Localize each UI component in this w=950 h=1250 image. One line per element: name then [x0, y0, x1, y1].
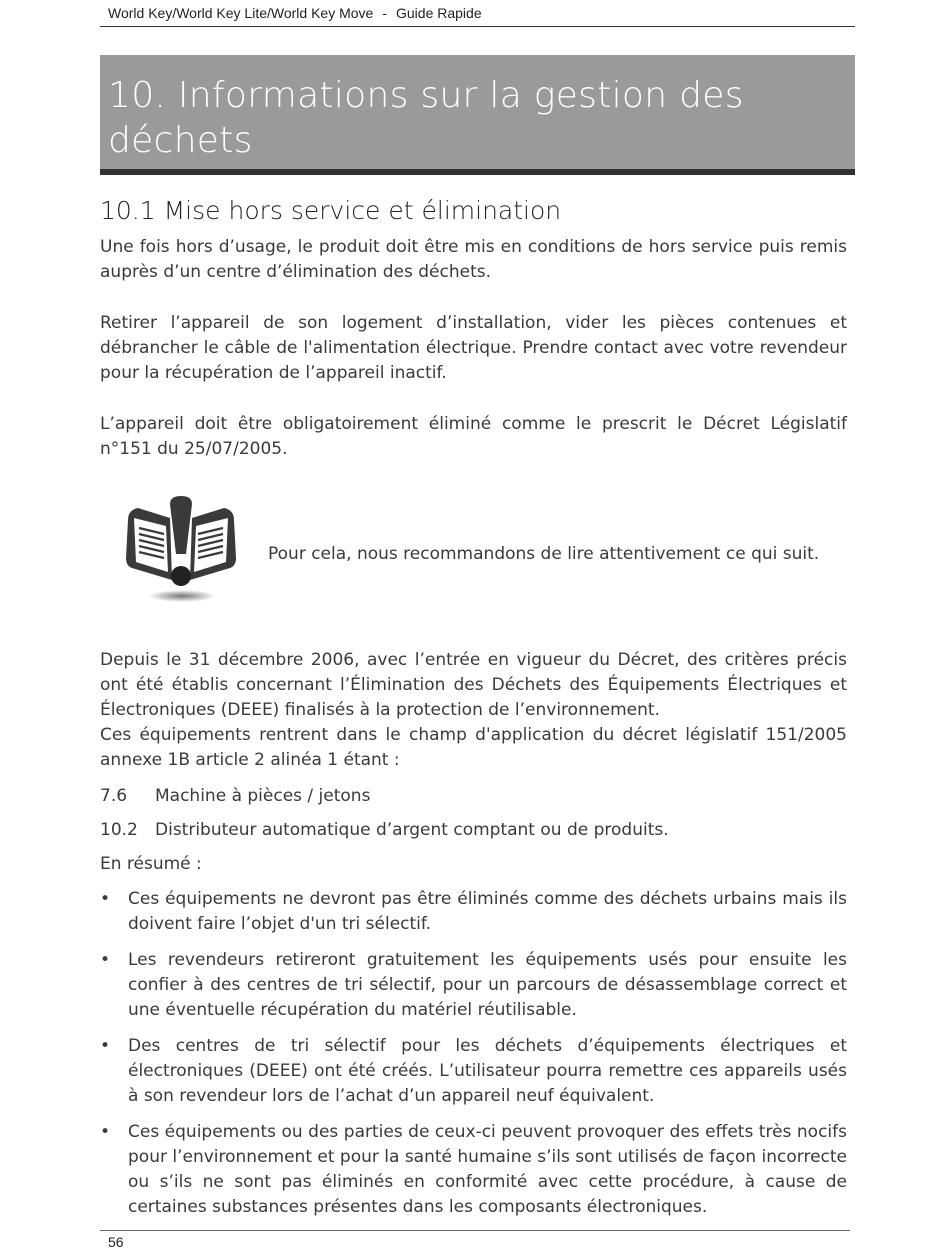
paragraph-3: L’appareil doit être obligatoirement éliminé comme le prescrit le Décret Législatif n°151 du 25/07/2005. — [100, 414, 847, 459]
summary-label: En résumé : — [100, 854, 202, 874]
chapter-title: 10. Informations sur la gestion des déchets — [108, 75, 744, 161]
numbered-item-number: 7.6 — [100, 786, 128, 806]
warning-text: Pour cela, nous recommandons de lire attentivement ce qui suit. — [268, 544, 820, 564]
bullet-icon: • — [100, 1036, 111, 1056]
bullet-text: Ces équipements ou des parties de ceux-ci peuvent provoquer des effets très nocifs pour l’environnement et pour la santé humaine s’ils sont utilisés de façon incorrecte ou s’ils ne sont pas éliminés en conformité avec cette procédure, à cause de certaines substances présentes dans les composants électroniques. — [128, 1122, 848, 1217]
bullet-item — [100, 1034, 847, 1109]
chapter-banner — [100, 55, 855, 175]
header-guide: Guide Rapide — [396, 5, 482, 21]
page-number: 56 — [108, 1234, 124, 1250]
paragraph-4: Depuis le 31 décembre 2006, avec l’entrée en vigueur du Décret, des critères précis ont été établis concernant l’Élimination des Déchets des Équipements Électriques et Électroniques (DEEE) finalisés à la protection de l’environnement. — [100, 650, 847, 720]
header-product: World Key/World Key Lite/World Key Move — [108, 5, 374, 21]
header-text — [108, 5, 482, 21]
read-manual-warning-icon — [118, 492, 243, 604]
numbered-item — [100, 784, 370, 809]
page-header — [100, 0, 855, 27]
numbered-item-text: Distributeur automatique d’argent comptant ou de produits. — [155, 820, 669, 840]
bullet-icon: • — [100, 950, 111, 970]
header-separator: - — [382, 5, 387, 21]
bullet-item — [100, 1120, 847, 1220]
bullet-item — [100, 948, 847, 1023]
bullet-icon: • — [100, 889, 111, 909]
bullet-item — [100, 887, 847, 937]
bullet-text: Les revendeurs retireront gratuitement les équipements usés pour ensuite les confier à des centres de tri sélectif, pour un parcours de désassemblage correct et une éventuelle récupération du matériel réutilisable. — [128, 950, 847, 1020]
bullet-text: Ces équipements ne devront pas être éliminés comme des déchets urbains mais ils doivent faire l’objet d'un tri sélectif. — [128, 889, 847, 934]
numbered-item-text: Machine à pièces / jetons — [155, 786, 371, 806]
section-title: 10.1 Mise hors service et élimination — [100, 196, 562, 225]
page-footer — [100, 1230, 850, 1250]
bullet-text: Des centres de tri sélectif pour les déchets d’équipements électriques et électroniques (DEEE) ont été créés. L’utilisateur pourra remettre ces appareils usés à son revendeur lors de l’achat d’un appareil neuf équivalent. — [128, 1036, 847, 1106]
numbered-item-number: 10.2 — [100, 820, 138, 840]
paragraph-1: Une fois hors d’usage, le produit doit être mis en conditions de hors service puis remis auprès d’un centre d’élimination des déchets. — [100, 237, 847, 282]
bullet-icon: • — [100, 1122, 111, 1142]
paragraph-5: Ces équipements rentrent dans le champ d'application du décret législatif 151/2005 annexe 1B article 2 alinéa 1 étant : — [100, 725, 847, 770]
paragraph-2: Retirer l’appareil de son logement d’installation, vider les pièces contenues et débrancher le câble de l'alimentation électrique. Prendre contact avec votre revendeur pour la récupération de l’appareil inactif. — [100, 313, 847, 383]
numbered-item — [100, 818, 669, 843]
